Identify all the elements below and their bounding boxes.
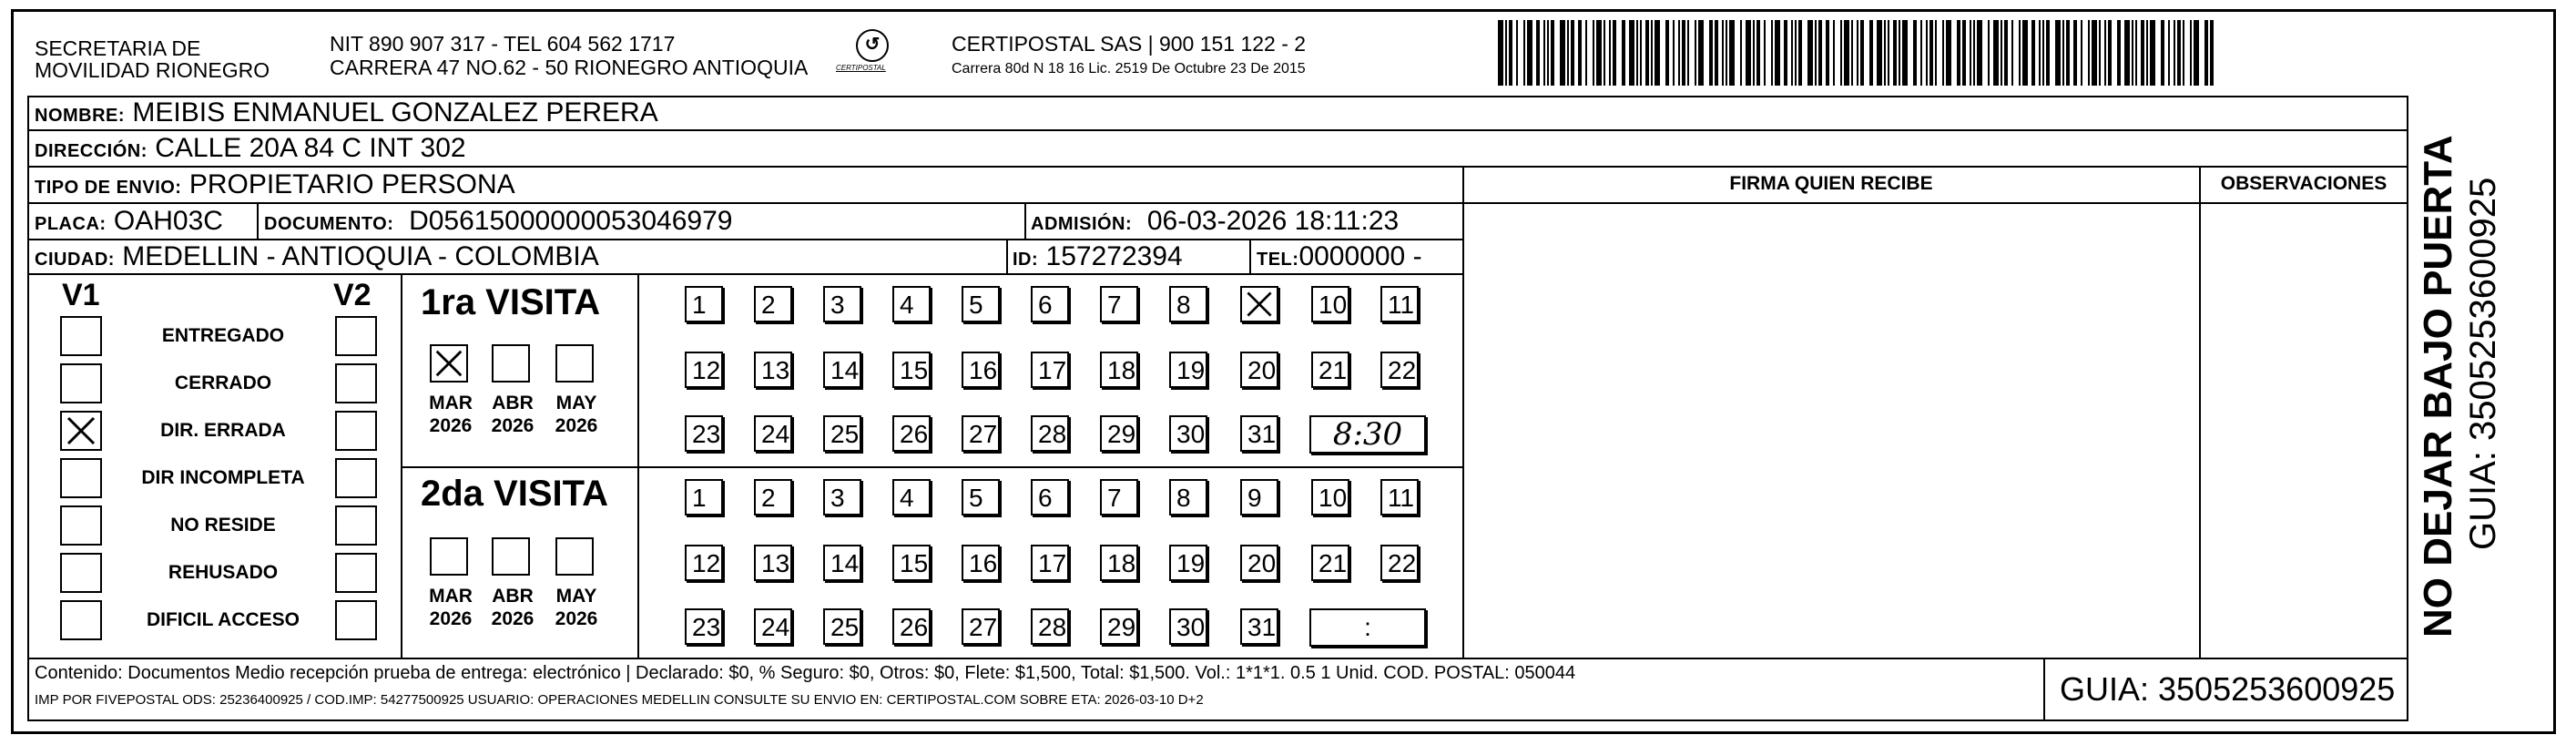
direccion-label: DIRECCIÓN: <box>35 141 148 161</box>
barcode-bar <box>1682 20 1685 86</box>
barcode-bar <box>1771 20 1773 86</box>
barcode-bar <box>2088 20 2090 86</box>
placa-field <box>35 206 223 240</box>
month-label <box>546 392 606 437</box>
rule <box>27 96 29 721</box>
barcode-bar <box>2150 20 2155 86</box>
barcode-bar <box>2124 20 2130 86</box>
barcode-bar <box>2141 20 2144 86</box>
v2-checkbox[interactable] <box>335 553 377 593</box>
barcode-bar <box>1729 20 1735 86</box>
barcode-bar <box>1547 20 1549 86</box>
address-line: CARRERA 47 NO.62 - 50 RIONEGRO ANTIOQUIA <box>330 56 809 79</box>
day-box[interactable]: 24 <box>754 608 792 645</box>
barcode-bar <box>2161 20 2164 86</box>
barcode-bar <box>2210 20 2214 86</box>
id-label: ID: <box>1013 250 1039 270</box>
admision-field <box>1031 206 1399 240</box>
barcode-bar <box>1962 20 1966 86</box>
month-year: 2026 <box>491 608 535 629</box>
v1-checkbox[interactable] <box>60 505 102 546</box>
day-box[interactable]: 9 <box>1240 479 1278 515</box>
day-box[interactable]: 21 <box>1311 545 1349 581</box>
barcode-bar <box>1860 20 1864 86</box>
barcode-bar <box>1977 20 1982 86</box>
barcode-bar <box>1913 20 1917 86</box>
barcode-bar <box>1543 20 1545 86</box>
id-value: 157272394 <box>1045 241 1183 271</box>
barcode-bar <box>1851 20 1853 86</box>
barcode-bar <box>1678 20 1680 86</box>
barcode-bar <box>1740 20 1742 86</box>
day-box[interactable]: 29 <box>1100 415 1138 452</box>
barcode-bar <box>1957 20 1960 86</box>
day-box[interactable]: 13 <box>754 545 792 581</box>
barcode-bar <box>1604 20 1605 86</box>
month-year: 2026 <box>555 415 598 436</box>
month-checkbox[interactable] <box>430 344 468 383</box>
day-box[interactable]: 11 <box>1380 479 1419 515</box>
day-box[interactable]: 10 <box>1311 479 1349 515</box>
v2-header: V2 <box>333 278 372 312</box>
barcode-bar <box>1523 20 1525 86</box>
barcode-bar <box>1888 20 1889 86</box>
status-label: NO RESIDE <box>170 515 276 536</box>
day-box[interactable]: 12 <box>685 352 723 388</box>
barcode-bar <box>2081 20 2082 86</box>
day-box[interactable]: 12 <box>685 545 723 581</box>
v2-checkbox[interactable] <box>335 316 377 356</box>
day-box[interactable]: 15 <box>892 352 931 388</box>
barcode-bar <box>1726 20 1727 86</box>
barcode-bar <box>2132 20 2133 86</box>
rule <box>1006 239 1008 273</box>
documento-value: D05615000000053046979 <box>409 206 733 236</box>
month-year: 2026 <box>555 608 598 629</box>
barcode-bar <box>1899 20 1900 86</box>
day-box[interactable]: 14 <box>823 352 861 388</box>
v1-checkbox[interactable] <box>60 363 102 403</box>
observaciones-header: OBSERVACIONES <box>2220 173 2388 194</box>
month-checkbox[interactable] <box>492 344 530 383</box>
barcode-bar <box>1902 20 1908 86</box>
barcode-bar <box>1551 20 1554 86</box>
barcode-bar <box>1753 20 1755 86</box>
barcode-bar <box>1833 20 1835 86</box>
barcode-bar <box>2177 20 2181 86</box>
day-box[interactable]: 31 <box>1240 608 1278 645</box>
barcode-bar <box>1884 20 1886 86</box>
tel-field <box>1257 241 1422 275</box>
signature-area[interactable] <box>1464 202 2198 658</box>
barcode-bar <box>1826 20 1829 86</box>
admision-label: ADMISIÓN: <box>1031 214 1133 234</box>
rule <box>257 202 259 239</box>
placa-value: OAH03C <box>113 206 223 236</box>
month-name: MAY <box>555 586 597 607</box>
day-box[interactable]: 2 <box>754 286 792 322</box>
day-box[interactable]: 6 <box>1031 479 1069 515</box>
barcode-bar <box>1973 20 1975 86</box>
barcode-bar <box>1946 20 1951 86</box>
barcode-bar <box>1798 20 1802 86</box>
barcode-bar <box>2204 20 2208 86</box>
barcode-bar <box>1665 20 1669 86</box>
company-line: CERTIPOSTAL SAS | 900 151 122 - 2 <box>952 32 1307 56</box>
month-label <box>483 392 543 437</box>
day-box[interactable]: 30 <box>1169 415 1207 452</box>
barcode-bar <box>2001 20 2002 86</box>
v1-checkbox[interactable] <box>60 600 102 640</box>
status-label: DIFICIL ACCESO <box>146 609 300 630</box>
barcode-bar <box>1807 20 1813 86</box>
barcode-bar <box>2194 20 2199 86</box>
day-box[interactable]: 1 <box>685 286 723 322</box>
barcode-bar <box>1596 20 1602 86</box>
ciudad-field <box>35 241 599 275</box>
direccion-field <box>35 133 466 167</box>
barcode-bar <box>1857 20 1858 86</box>
nombre-field <box>35 97 658 131</box>
day-box[interactable]: 15 <box>892 545 931 581</box>
time-box[interactable]: : <box>1309 608 1426 647</box>
day-box[interactable]: 19 <box>1169 352 1207 388</box>
v1-checkbox[interactable] <box>60 458 102 498</box>
day-box[interactable]: 20 <box>1240 545 1278 581</box>
barcode-bar <box>1593 20 1594 86</box>
day-box[interactable]: 25 <box>823 415 861 452</box>
day-box[interactable]: 3 <box>823 286 861 322</box>
ciudad-label: CIUDAD: <box>35 250 115 270</box>
barcode-bar <box>2135 20 2137 86</box>
v2-checkbox[interactable] <box>335 458 377 498</box>
barcode-bar <box>2190 20 2192 86</box>
barcode-bar <box>2066 20 2070 86</box>
admision-value: 06-03-2026 18:11:23 <box>1146 206 1400 236</box>
v1-checkbox[interactable] <box>60 553 102 593</box>
barcode-bar <box>1818 20 1822 86</box>
tipo-envio-field <box>35 169 515 203</box>
rule <box>401 273 402 658</box>
barcode-bar <box>1673 20 1675 86</box>
barcode-bar <box>1536 20 1540 86</box>
month-checkbox[interactable] <box>430 537 468 576</box>
barcode-bar <box>1629 20 1634 86</box>
day-box[interactable]: 24 <box>754 415 792 452</box>
barcode-bar <box>2011 20 2013 86</box>
rule <box>1024 202 1026 239</box>
day-box[interactable]: 22 <box>1380 545 1419 581</box>
day-box[interactable]: 28 <box>1031 608 1069 645</box>
rule <box>1249 239 1251 273</box>
day-box[interactable]: 30 <box>1169 608 1207 645</box>
v1-checkbox[interactable] <box>60 316 102 356</box>
barcode-bar <box>1877 20 1882 86</box>
v1-header: V1 <box>62 278 100 312</box>
day-box[interactable]: 21 <box>1311 352 1349 388</box>
v2-checkbox[interactable] <box>335 600 377 640</box>
barcode <box>1498 20 2222 86</box>
tipo-envio-label: TIPO DE ENVIO: <box>35 178 182 198</box>
barcode-bar <box>1655 20 1660 86</box>
barcode-bar <box>1784 20 1787 86</box>
month-year: 2026 <box>491 415 535 436</box>
rule <box>27 719 2408 721</box>
barcode-bar <box>1942 20 1944 86</box>
barcode-bar <box>1764 20 1766 86</box>
month-year: 2026 <box>429 415 473 436</box>
barcode-bar <box>1560 20 1565 86</box>
barcode-bar <box>1756 20 1760 86</box>
day-box[interactable]: 7 <box>1100 479 1138 515</box>
barcode-bar <box>1613 20 1616 86</box>
month-label <box>483 585 543 630</box>
barcode-bar <box>2168 20 2170 86</box>
barcode-bar <box>1722 20 1724 86</box>
barcode-bar <box>2046 20 2050 86</box>
barcode-bar <box>2031 20 2035 86</box>
barcode-bar <box>2146 20 2148 86</box>
day-box[interactable]: 23 <box>685 608 723 645</box>
rule <box>637 273 639 658</box>
day-box[interactable]: 8 <box>1169 479 1207 515</box>
barcode-bar <box>1645 20 1649 86</box>
day-box[interactable]: 3 <box>823 479 861 515</box>
day-box[interactable]: 7 <box>1100 286 1138 322</box>
barcode-bar <box>1893 20 1897 86</box>
barcode-bar <box>1746 20 1751 86</box>
status-label: DIR. ERRADA <box>160 420 286 441</box>
barcode-bar <box>1920 20 1922 86</box>
barcode-bar <box>2004 20 2008 86</box>
barcode-bar <box>2039 20 2041 86</box>
nit-line: NIT 890 907 317 - TEL 604 562 1717 <box>330 32 676 56</box>
day-box[interactable]: 2 <box>754 479 792 515</box>
barcode-bar <box>1988 20 1990 86</box>
barcode-bar <box>1527 20 1532 86</box>
barcode-bar <box>1585 20 1587 86</box>
side-guia: GUIA: 3505253600925 <box>2463 177 2503 550</box>
barcode-bar <box>1516 20 1518 86</box>
day-box[interactable]: 31 <box>1240 415 1278 452</box>
visita1-title: 1ra VISITA <box>421 282 601 322</box>
barcode-bar <box>2104 20 2106 86</box>
month-checkbox[interactable] <box>555 344 594 383</box>
footer-print-line: IMP POR FIVEPOSTAL ODS: 25236400925 / COD.IMP: 54277500925 USUARIO: OPERACIONES MEDELLIN CONSULTE SU ENVIO EN: CERTIPOSTAL.COM SOBRE ETA: 2026-03-10 D+2 <box>35 692 1204 708</box>
day-box[interactable]: 23 <box>685 415 723 452</box>
barcode-bar <box>1844 20 1849 86</box>
barcode-bar <box>1840 20 1842 86</box>
month-name: MAY <box>555 393 597 413</box>
day-box[interactable]: 1 <box>685 479 723 515</box>
day-box[interactable]: 17 <box>1031 352 1069 388</box>
month-name: ABR <box>492 586 534 607</box>
day-box[interactable]: 26 <box>892 608 931 645</box>
barcode-bar <box>1636 20 1638 86</box>
org-name-line1: SECRETARIA DE <box>35 36 201 60</box>
barcode-bar <box>1795 20 1797 86</box>
rule <box>2407 96 2408 721</box>
month-name: MAR <box>429 393 473 413</box>
barcode-bar <box>1695 20 1696 86</box>
time-box[interactable]: 8:30 <box>1309 415 1426 454</box>
month-name: ABR <box>492 393 534 413</box>
day-box[interactable]: 5 <box>962 479 1000 515</box>
day-box[interactable]: 17 <box>1031 545 1069 581</box>
rule <box>2043 658 2045 721</box>
day-box[interactable] <box>1240 286 1278 322</box>
status-label: CERRADO <box>174 372 272 393</box>
month-label <box>421 392 481 437</box>
barcode-bar <box>1578 20 1582 86</box>
barcode-bar <box>1622 20 1625 86</box>
month-name: MAR <box>429 586 473 607</box>
documento-field <box>264 206 732 240</box>
day-box[interactable]: 19 <box>1169 545 1207 581</box>
logo-text: CERTIPOSTAL <box>836 64 886 72</box>
footer-guia: GUIA: 3505253600925 <box>2060 670 2396 708</box>
barcode-bar <box>1709 20 1713 86</box>
barcode-bar <box>1698 20 1704 86</box>
day-box[interactable]: 26 <box>892 415 931 452</box>
barcode-bar <box>1715 20 1718 86</box>
barcode-bar <box>1815 20 1817 86</box>
status-label: REHUSADO <box>168 562 279 583</box>
v2-checkbox[interactable] <box>335 505 377 546</box>
barcode-bar <box>2019 20 2021 86</box>
barcode-bar <box>1869 20 1873 86</box>
status-label: ENTREGADO <box>161 325 285 346</box>
barcode-bar <box>2055 20 2061 86</box>
rule <box>401 466 1464 468</box>
day-box[interactable]: 14 <box>823 545 861 581</box>
barcode-bar <box>2073 20 2077 86</box>
v2-checkbox[interactable] <box>335 411 377 451</box>
day-box[interactable]: 27 <box>962 608 1000 645</box>
side-warning: NO DEJAR BAJO PUERTA <box>2416 135 2460 638</box>
status-label: DIR INCOMPLETA <box>141 467 305 488</box>
nombre-label: NOMBRE: <box>35 106 126 126</box>
org-name-line2: MOVILIDAD RIONEGRO <box>35 58 270 82</box>
id-field <box>1013 241 1183 275</box>
barcode-bar <box>1929 20 1933 86</box>
month-label <box>421 585 481 630</box>
barcode-bar <box>2117 20 2121 86</box>
barcode-bar <box>2062 20 2064 86</box>
month-year: 2026 <box>429 608 473 629</box>
month-checkbox[interactable] <box>555 537 594 576</box>
day-box[interactable]: 5 <box>962 286 1000 322</box>
day-box[interactable]: 18 <box>1100 352 1138 388</box>
barcode-bar <box>1609 20 1611 86</box>
direccion-value: CALLE 20A 84 C INT 302 <box>155 133 466 163</box>
footer-content-line: Contenido: Documentos Medio recepción prueba de entrega: electrónico | Declarado: $0, % Seguro: $0, Otros: $0, Flete: $1,500, Total: $1,500. Vol.: 1*1*1. 0.5 1 Unid. COD. POSTAL: 050044 <box>35 663 1576 683</box>
barcode-bar <box>1498 20 1503 86</box>
barcode-bar <box>1687 20 1689 86</box>
barcode-bar <box>1970 20 1971 86</box>
barcode-bar <box>1651 20 1653 86</box>
day-box[interactable]: 29 <box>1100 608 1138 645</box>
tel-label: TEL: <box>1257 250 1299 270</box>
day-box[interactable]: 27 <box>962 415 1000 452</box>
tel-value: 0000000 - <box>1298 241 1422 271</box>
company-license: Carrera 80d N 18 16 Lic. 2519 De Octubre 23 De 2015 <box>952 61 1306 77</box>
barcode-bar <box>1509 20 1512 86</box>
barcode-bar <box>1791 20 1793 86</box>
barcode-bar <box>2092 20 2097 86</box>
day-box[interactable]: 18 <box>1100 545 1138 581</box>
firma-header: FIRMA QUIEN RECIBE <box>1729 173 1933 194</box>
day-box[interactable]: 22 <box>1380 352 1419 388</box>
barcode-bar <box>1567 20 1569 86</box>
barcode-bar <box>1571 20 1574 86</box>
barcode-bar <box>1505 20 1507 86</box>
documento-label: DOCUMENTO: <box>264 214 394 234</box>
barcode-bar <box>1935 20 1937 86</box>
month-label <box>546 585 606 630</box>
day-box[interactable]: 8 <box>1169 286 1207 322</box>
day-box[interactable]: 11 <box>1380 286 1419 322</box>
day-box[interactable]: 6 <box>1031 286 1069 322</box>
barcode-bar <box>2108 20 2112 86</box>
visita2-title: 2da VISITA <box>421 474 608 514</box>
tipo-envio-value: PROPIETARIO PERSONA <box>188 169 515 199</box>
barcode-bar <box>1993 20 1999 86</box>
day-box[interactable]: 4 <box>892 479 931 515</box>
day-box[interactable]: 4 <box>892 286 931 322</box>
day-box[interactable]: 20 <box>1240 352 1278 388</box>
day-box[interactable]: 16 <box>962 545 1000 581</box>
barcode-bar <box>2183 20 2184 86</box>
barcode-bar <box>2174 20 2175 86</box>
nombre-value: MEIBIS ENMANUEL GONZALEZ PERERA <box>132 97 658 128</box>
placa-label: PLACA: <box>35 214 107 234</box>
barcode-bar <box>2042 20 2044 86</box>
barcode-bar <box>1775 20 1780 86</box>
barcode-bar <box>2099 20 2101 86</box>
v1-checkbox[interactable] <box>60 411 102 451</box>
barcode-bar <box>1926 20 1928 86</box>
month-checkbox[interactable] <box>492 537 530 576</box>
day-box[interactable]: 16 <box>962 352 1000 388</box>
observations-area[interactable] <box>2201 202 2407 658</box>
day-box[interactable]: 13 <box>754 352 792 388</box>
barcode-bar <box>1640 20 1642 86</box>
day-box[interactable]: 25 <box>823 608 861 645</box>
certipostal-logo-icon: ↺ <box>856 29 889 62</box>
day-box[interactable]: 10 <box>1311 286 1349 322</box>
barcode-bar <box>2022 20 2028 86</box>
v2-checkbox[interactable] <box>335 363 377 403</box>
rule <box>27 658 2408 659</box>
ciudad-value: MEDELLIN - ANTIOQUIA - COLOMBIA <box>122 241 599 271</box>
day-box[interactable]: 28 <box>1031 415 1069 452</box>
